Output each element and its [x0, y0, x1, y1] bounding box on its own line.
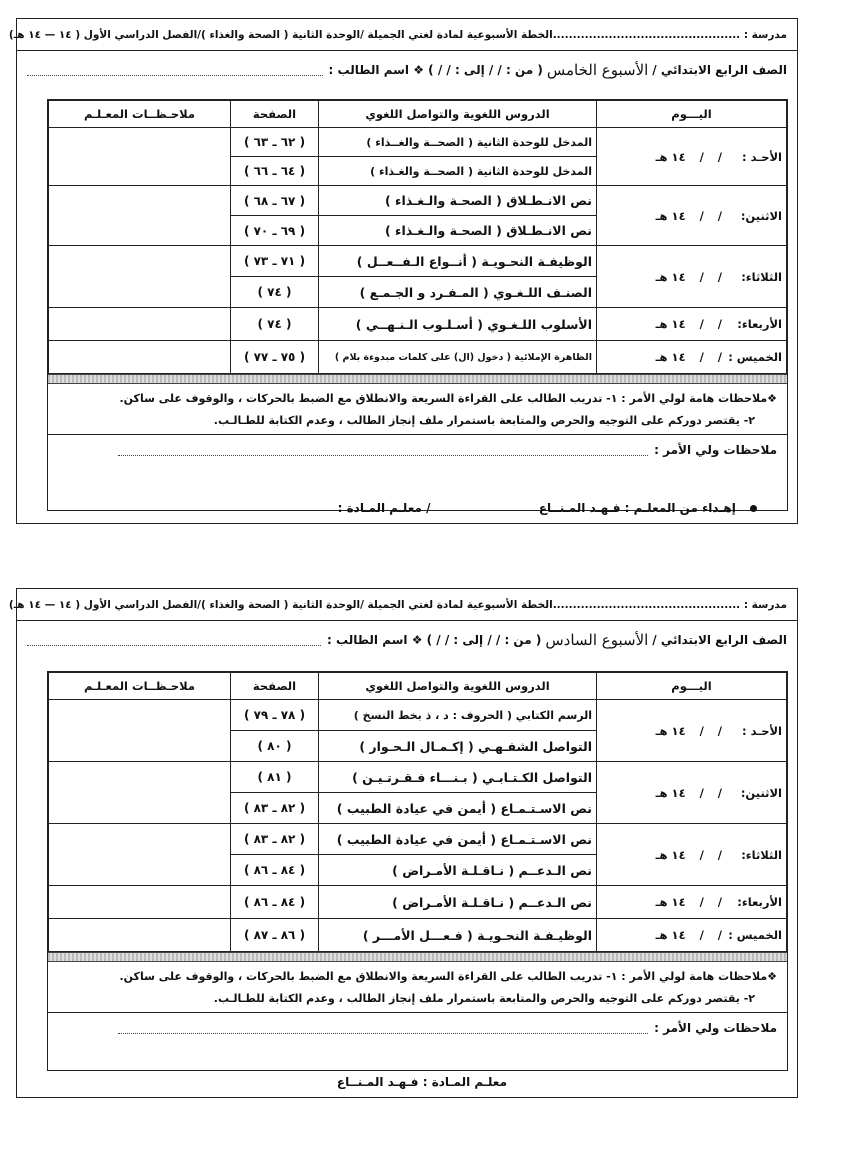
- day-name: الاثنين:: [740, 785, 782, 800]
- plan-table: [48, 100, 787, 374]
- page-cell: ( ٨١ ): [231, 762, 319, 793]
- day-year: ١٤ هـ: [655, 723, 686, 738]
- teacher-notes-cell[interactable]: [49, 128, 231, 186]
- sheet-footer: [338, 501, 757, 515]
- sheet-header: [8, 589, 797, 621]
- lesson-cell: التواصل الشفـهـي ( إكـمـال الـحـوار ): [319, 731, 597, 762]
- header-text: مدرسة : ...............................................الخطة الأسبوعية لمادة لغتي الجميلة /الوحدة الثانية ( الصحة والغذاء )/الفصل الدراسي الأول ( ١٤ — ١٤ هـ): [8, 598, 787, 611]
- day-cell-thursday: الخميس ://١٤ هـ: [597, 341, 787, 374]
- col-teacher-notes: ملاحـظــات المعـلـم: [49, 101, 231, 128]
- note-line-1: ❖ملاحظات هامة لولي الأمر : ١- تدريب الطالب على القراءة السريعة والانطلاق مع الضبط بالحركات ، والوقوف على ساكن.: [119, 392, 777, 405]
- day-cell-monday: الاثنين://١٤ هـ: [597, 762, 787, 824]
- lesson-cell: المدخل للوحدة الثانية ( الصحــة والغــذاء ): [319, 128, 597, 157]
- section-separator: [48, 952, 787, 962]
- col-day: اليـــوم: [597, 673, 787, 700]
- parent-notes-label: ملاحظات ولي الأمر :: [654, 1021, 777, 1035]
- teacher-notes-cell[interactable]: [49, 700, 231, 762]
- col-teacher-notes: ملاحـظــات المعـلـم: [49, 673, 231, 700]
- student-name-line[interactable]: [27, 65, 323, 76]
- parent-notes-row: [48, 434, 787, 465]
- page-cell: ( ٨٢ ـ ٨٣ ): [231, 824, 319, 855]
- lesson-cell: نص الانـطـلاق ( الصحـة والـغـذاء ): [319, 186, 597, 216]
- sheet-footer: [337, 1075, 507, 1089]
- bullet-icon: [750, 505, 757, 512]
- page-cell: ( ٨٦ ـ ٨٧ ): [231, 919, 319, 952]
- week-label: الأسبوع الخامس: [546, 61, 649, 79]
- day-name: الأربعاء:: [737, 895, 782, 909]
- parent-notes-line[interactable]: [118, 445, 648, 456]
- teacher-notes-cell[interactable]: [49, 762, 231, 824]
- teacher-notes-cell[interactable]: [49, 341, 231, 374]
- col-day: اليـــوم: [597, 101, 787, 128]
- day-year: ١٤ هـ: [655, 269, 686, 284]
- footer-teacher: معلـم المـادة : فـهـد المـنــاع: [336, 1075, 507, 1089]
- day-year: ١٤ هـ: [655, 317, 686, 331]
- lesson-cell: نص الاسـتـمـاع ( أيمن في عيادة الطبيب ): [319, 793, 597, 824]
- lesson-cell: الرسم الكتابي ( الحروف : د ، ذ بخط النسخ ): [319, 700, 597, 731]
- day-cell-tuesday: الثلاثاء://١٤ هـ: [597, 824, 787, 886]
- weekly-plan-sheet-1: [8, 18, 798, 524]
- lesson-cell: الظاهرة الإملائية ( دخول (ال) على كلمات مبدوءة بلام ): [319, 341, 597, 374]
- sheet-subheader: [27, 627, 787, 653]
- teacher-notes-cell[interactable]: [49, 186, 231, 246]
- sheet-subheader: [27, 57, 787, 83]
- page-cell: ( ٦٩ ـ ٧٠ ): [231, 216, 319, 246]
- col-lessons: الدروس اللغوية والتواصل اللغوي: [319, 673, 597, 700]
- header-text: مدرسة : ...............................................الخطة الأسبوعية لمادة لغتي الجميلة /الوحدة الثانية ( الصحة والغذاء )/الفصل الدراسي الأول ( ١٤ — ١٤ هـ): [8, 28, 787, 41]
- page-cell: ( ٧٨ ـ ٧٩ ): [231, 700, 319, 731]
- grade-label: الصف الرابع الابتدائي /: [652, 63, 787, 77]
- day-name: الخميس :: [728, 928, 782, 942]
- day-cell-sunday: الأحـد ://١٤ هـ: [597, 700, 787, 762]
- lesson-cell: الوظيفـة النحـويـة ( أنــواع الـفــعــل ): [319, 246, 597, 277]
- plan-table: [48, 672, 787, 952]
- day-cell-wednesday: الأربعاء://١٤ هـ: [597, 886, 787, 919]
- note-line-2: ٢- يقتصر دوركم على التوجيه والحرص والمتابعة باستمرار ملف إنجاز الطالب ، وعدم الكتابة للطـالـب.: [213, 992, 755, 1005]
- page-cell: ( ٦٢ ـ ٦٣ ): [231, 128, 319, 157]
- teacher-notes-cell[interactable]: [49, 919, 231, 952]
- col-page: الصفحة: [231, 101, 319, 128]
- day-cell-wednesday: الأربعاء://١٤ هـ: [597, 308, 787, 341]
- day-name: الثلاثاء:: [741, 269, 782, 284]
- day-year: ١٤ هـ: [655, 350, 686, 364]
- plan-table-frame: [47, 671, 788, 1071]
- footer-gift: إهـداء من المعلـم : فـهـد المـنــاع: [538, 501, 736, 515]
- day-name: الأحـد :: [742, 723, 782, 738]
- day-cell-tuesday: الثلاثاء://١٤ هـ: [597, 246, 787, 308]
- page-cell: ( ٧٤ ): [231, 308, 319, 341]
- page-cell: ( ٧٤ ): [231, 277, 319, 308]
- day-year: ١٤ هـ: [655, 895, 686, 909]
- lesson-cell: الأسلوب اللـغـوي ( أسـلـوب الـنـهــي ): [319, 308, 597, 341]
- col-lessons: الدروس اللغوية والتواصل اللغوي: [319, 101, 597, 128]
- parent-important-notes: [48, 962, 787, 1012]
- lesson-cell: التواصل الكـتـابـي ( بـنـــاء فـقـرتـيـن ): [319, 762, 597, 793]
- lesson-cell: نص الـدعــم ( نـاقـلـة الأمـراض ): [319, 855, 597, 886]
- grade-label: الصف الرابع الابتدائي /: [652, 633, 787, 647]
- page-cell: ( ٨٢ ـ ٨٣ ): [231, 793, 319, 824]
- lesson-cell: نص الـدعــم ( نـاقـلـة الأمـراض ): [319, 886, 597, 919]
- page-cell: ( ٧١ ـ ٧٣ ): [231, 246, 319, 277]
- page-cell: ( ٦٤ ـ ٦٦ ): [231, 157, 319, 186]
- day-year: ١٤ هـ: [655, 928, 686, 942]
- lesson-cell: الوظيـفـة النحـويـة ( فـعـــل الأمـــر ): [319, 919, 597, 952]
- page-cell: ( ٨٠ ): [231, 731, 319, 762]
- teacher-notes-cell[interactable]: [49, 886, 231, 919]
- day-year: ١٤ هـ: [655, 149, 686, 164]
- lesson-cell: الصنـف اللـغـوي ( المـفـرد و الجـمـع ): [319, 277, 597, 308]
- sheet-header: [8, 19, 797, 51]
- footer-teacher: / معلـم المـادة :: [337, 501, 431, 515]
- day-cell-monday: الاثنين://١٤ هـ: [597, 186, 787, 246]
- day-year: ١٤ هـ: [655, 785, 686, 800]
- col-page: الصفحة: [231, 673, 319, 700]
- page-cell: ( ٨٤ ـ ٨٦ ): [231, 855, 319, 886]
- parent-notes-line[interactable]: [118, 1023, 648, 1034]
- date-range-and-student: ( من : / / إلى : / / ) ❖ اسم الطالب :: [327, 633, 542, 647]
- lesson-cell: نص الاسـتـمـاع ( أيمن في عيادة الطبيب ): [319, 824, 597, 855]
- teacher-notes-cell[interactable]: [49, 824, 231, 886]
- teacher-notes-cell[interactable]: [49, 308, 231, 341]
- lesson-cell: نص الانـطـلاق ( الصحـة والـغـذاء ): [319, 216, 597, 246]
- week-label: الأسبوع السادس: [545, 631, 649, 649]
- page-cell: ( ٨٤ ـ ٨٦ ): [231, 886, 319, 919]
- student-name-line[interactable]: [27, 635, 321, 646]
- lesson-cell: المدخل للوحدة الثانية ( الصحــة والغـذاء ): [319, 157, 597, 186]
- parent-notes-label: ملاحظات ولي الأمر :: [654, 443, 777, 457]
- day-cell-thursday: الخميس ://١٤ هـ: [597, 919, 787, 952]
- day-name: الخميس :: [728, 350, 782, 364]
- section-separator: [48, 374, 787, 384]
- day-name: الأربعاء:: [737, 317, 782, 331]
- page-cell: ( ٧٥ ـ ٧٧ ): [231, 341, 319, 374]
- date-range-and-student: ( من : / / إلى : / / ) ❖ اسم الطالب :: [328, 63, 543, 77]
- weekly-plan-sheet-2: [8, 588, 798, 1098]
- day-name: الاثنين:: [740, 208, 782, 223]
- day-year: ١٤ هـ: [655, 847, 686, 862]
- parent-notes-row: [48, 1012, 787, 1043]
- page-cell: ( ٦٧ ـ ٦٨ ): [231, 186, 319, 216]
- plan-table-frame: [47, 99, 788, 511]
- day-name: الأحـد :: [742, 149, 782, 164]
- parent-important-notes: [48, 384, 787, 434]
- day-cell-sunday: الأحـد ://١٤ هـ: [597, 128, 787, 186]
- note-line-2: ٢- يقتصر دوركم على التوجيه والحرص والمتابعة باستمرار ملف إنجاز الطالب ، وعدم الكتابة للطـالـب.: [213, 414, 755, 427]
- note-line-1: ❖ملاحظات هامة لولي الأمر : ١- تدريب الطالب على القراءة السريعة والانطلاق مع الضبط بالحركات ، والوقوف على ساكن.: [119, 970, 777, 983]
- day-name: الثلاثاء:: [741, 847, 782, 862]
- day-year: ١٤ هـ: [655, 208, 686, 223]
- teacher-notes-cell[interactable]: [49, 246, 231, 308]
